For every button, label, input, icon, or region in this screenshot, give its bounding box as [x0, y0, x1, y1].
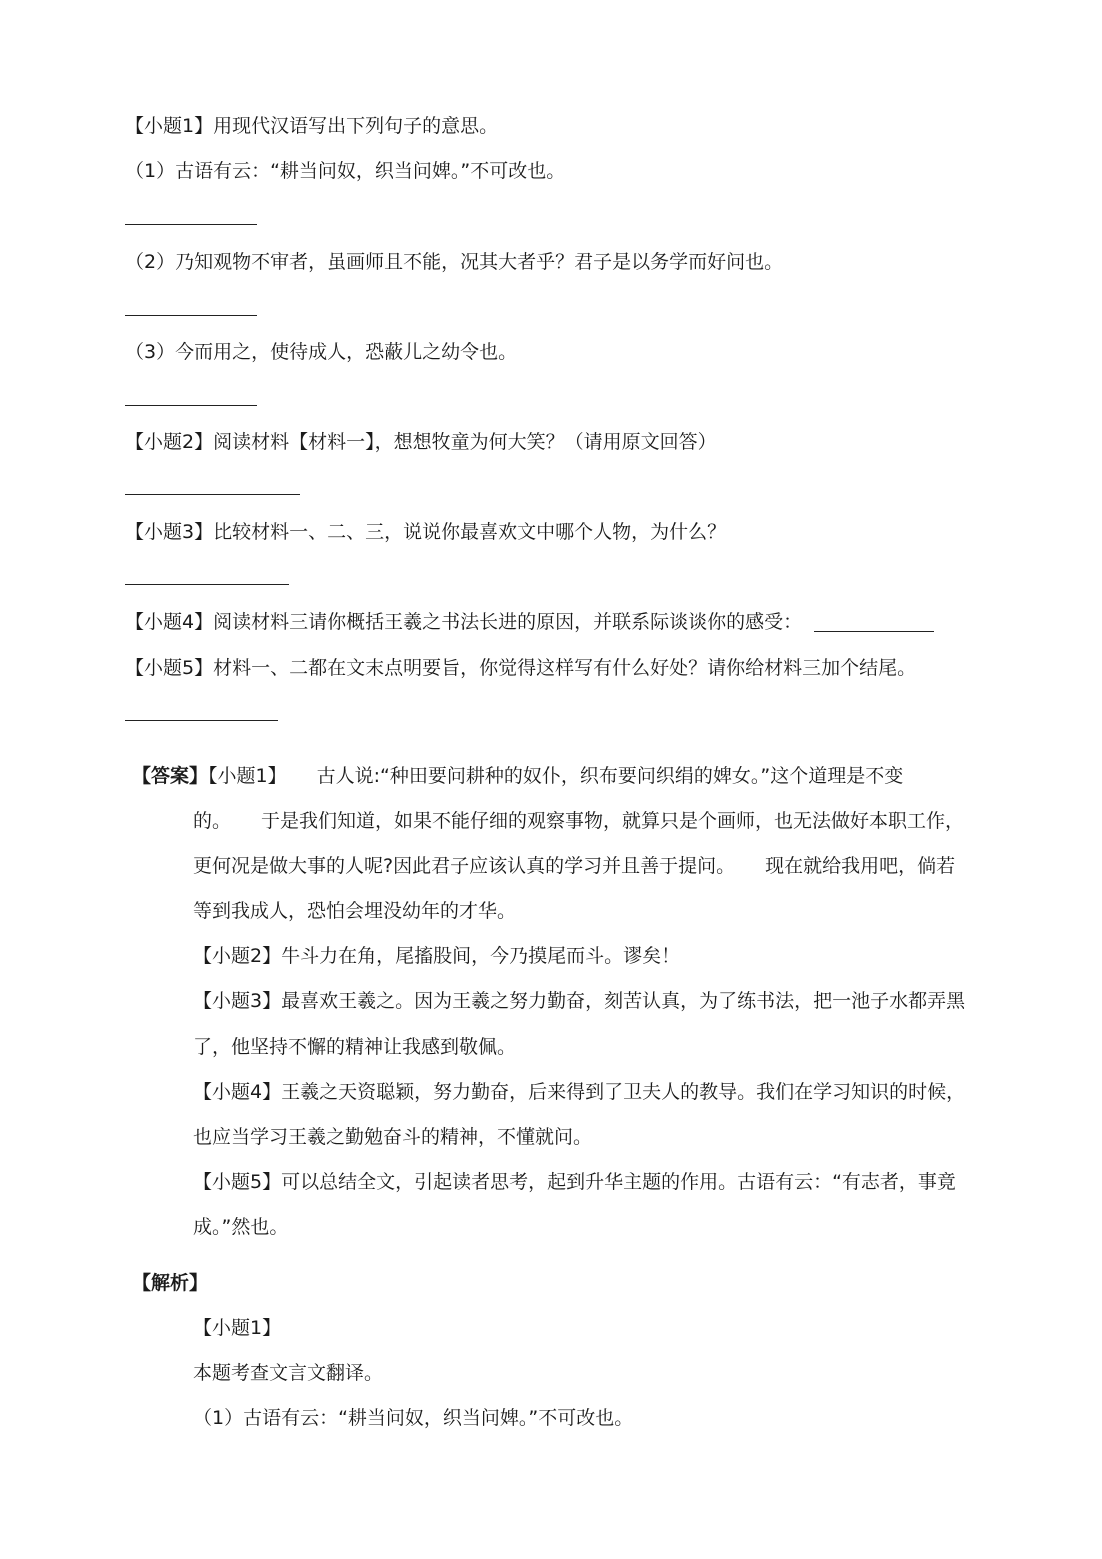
question-5: 【小题5】材料一、二都在文末点明要旨，你觉得这样写有什么好处？请你给材料三加个结尾。 — [125, 657, 917, 679]
answer-blank-2[interactable] — [125, 494, 300, 495]
answer-q1-a3-part2: 等到我成人，恐怕会埋没幼年的才华。 — [193, 900, 517, 922]
answer-q1-line-1 — [132, 764, 903, 788]
question-4-text: 【小题4】阅读材料三请你概括王羲之书法长进的原因，并联系际谈谈你的感受： — [125, 611, 803, 633]
answer-q4-part2: 也应当学习王羲之勤勉奋斗的精神，不懂就问。 — [193, 1126, 593, 1148]
answer-q2: 【小题2】牛斗力在角，尾搐股间，今乃摸尾而斗。谬矣！ — [193, 945, 681, 967]
answer-q1-a2-part1: 于是我们知道，如果不能仔细的观察事物，就算只是个画师，也无法做好本职工作， — [261, 810, 965, 832]
question-1-sentence-3: （3）今而用之，使待成人，恐蔽儿之幼令也。 — [125, 341, 518, 363]
analysis-q1-label: 【小题1】 — [193, 1317, 282, 1339]
analysis-intro: 本题考查文言文翻译。 — [193, 1362, 384, 1384]
answer-q1-a1-part2: 的。 — [193, 810, 232, 832]
question-1-title: 【小题1】用现代汉语写出下列句子的意思。 — [125, 115, 499, 137]
answer-blank-1-1[interactable] — [125, 224, 257, 225]
answer-blank-1-2[interactable] — [125, 315, 257, 316]
answer-q5-part1: 【小题5】可以总结全文，引起读者思考，起到升华主题的作用。古语有云：“有志者，事竟 — [193, 1171, 956, 1193]
question-2: 【小题2】阅读材料【材料一】，想想牧童为何大笑？（请用原文回答） — [125, 431, 717, 453]
answer-q3-part1: 【小题3】最喜欢王羲之。因为王羲之努力勤奋，刻苦认真，为了练书法，把一池子水都弄黑 — [193, 990, 966, 1012]
answer-q4-part1: 【小题4】王羲之天资聪颖，努力勤奋，后来得到了卫夫人的教导。我们在学习知识的时候， — [193, 1081, 966, 1103]
question-3: 【小题3】比较材料一、二、三，说说你最喜欢文中哪个人物，为什么？ — [125, 521, 727, 543]
answer-blank-5[interactable] — [125, 720, 278, 721]
analysis-label: 【解析】 — [132, 1272, 209, 1294]
answer-blank-3[interactable] — [125, 584, 289, 585]
question-1-sentence-1: （1）古语有云：“耕当问奴，织当问婢。”不可改也。 — [125, 160, 566, 182]
answer-q1-label: 【小题1】 — [208, 765, 287, 787]
question-1-sentence-2: （2）乃知观物不审者，虽画师且不能，况其大者乎？君子是以务学而好问也。 — [125, 251, 784, 273]
answer-blank-1-3[interactable] — [125, 405, 257, 406]
answer-q3-part2: 了，他坚持不懈的精神让我感到敬佩。 — [193, 1036, 517, 1058]
answer-q1-a3-part1: 现在就给我用吧，倘若 — [765, 855, 956, 877]
answer-q1-a2-part2: 更何况是做大事的人呢?因此君子应该认真的学习并且善于提问。 — [193, 855, 736, 877]
answer-blank-4[interactable] — [814, 631, 934, 632]
answer-q1-line-3 — [193, 854, 955, 878]
answer-q5-part2: 成。”然也。 — [193, 1216, 289, 1238]
answer-q1-line-2 — [193, 809, 964, 833]
answer-label: 【答案】 — [132, 765, 209, 787]
answer-q1-a1-part1: 古人说:“种田要问耕种的奴仆，织布要问织绢的婢女。”这个道理是不变 — [316, 765, 904, 787]
question-4 — [125, 610, 934, 634]
analysis-sentence-1: （1）古语有云：“耕当问奴，织当问婢。”不可改也。 — [193, 1407, 634, 1429]
